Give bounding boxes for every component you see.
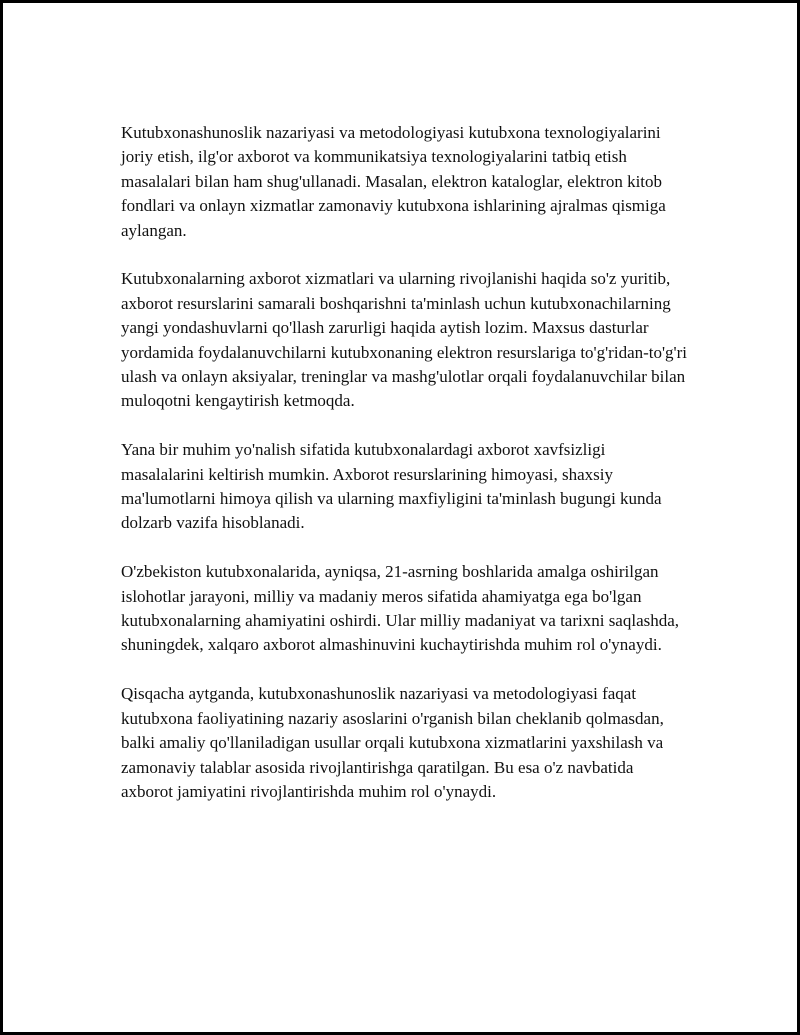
document-body bbox=[121, 121, 687, 829]
paragraph-4: O'zbekiston kutubxonalarida, ayniqsa, 21-asrning boshlarida amalga oshirilgan islohotlar jarayoni, milliy va madaniy meros sifatida ahamiyatga ega bo'lgan kutubxonalarning ahamiyatini oshirdi. Ular milliy madaniyat va tarixni saqlashda, shuningdek, xalqaro axborot almashinuvini kuchaytirishda muhim rol o'ynaydi. bbox=[121, 562, 680, 655]
paragraph-3: Yana bir muhim yo'nalish sifatida kutubxonalardagi axborot xavfsizligi masalalarini keltirish mumkin. Axborot resurslarining himoyasi, shaxsiy ma'lumotlarni himoya qilish va ularning maxfiyligini ta'minlash bugungi kunda dolzarb vazifa hisoblanadi. bbox=[121, 440, 662, 533]
paragraph-5: Qisqacha aytganda, kutubxonashunoslik nazariyasi va metodologiyasi faqat kutubxona faoliyatining nazariy asoslarini o'rganish bilan cheklanib qolmasdan, balki amaliy qo'llaniladigan usullar orqali kutubxona xizmatlarini yaxshilash va zamonaviy talablar asosida rivojlantirishga qaratilgan. Bu esa o'z navbatida axborot jamiyatini rivojlantirishda muhim rol o'ynaydi. bbox=[121, 684, 664, 801]
paragraph-1: Kutubxonashunoslik nazariyasi va metodologiyasi kutubxona texnologiyalarini joriy etish, ilg'or axborot va kommunikatsiya texnologiyalarini tatbiq etish masalalari bilan ham shug'ullanadi. Masalan, elektron kataloglar, elektron kitob fondlari va onlayn xizmatlar zamonaviy kutubxona ishlarining ajralmas qismiga aylangan. bbox=[121, 123, 666, 240]
paragraph-2: Kutubxonalarning axborot xizmatlari va ularning rivojlanishi haqida so'z yuritib, axborot resurslarini samarali boshqarishni ta'minlash uchun kutubxonachilarning yangi yondashuvlarni qo'llash zarurligi haqida aytish lozim. Maxsus dasturlar yordamida foydalanuvchilarni kutubxonaning elektron resurslariga to'g'ridan-to'g'ri ulash va onlayn aksiyalar, treninglar va mashg'ulotlar orqali foydalanuvchilar bilan muloqotni kengaytirish ketmoqda. bbox=[121, 269, 688, 411]
